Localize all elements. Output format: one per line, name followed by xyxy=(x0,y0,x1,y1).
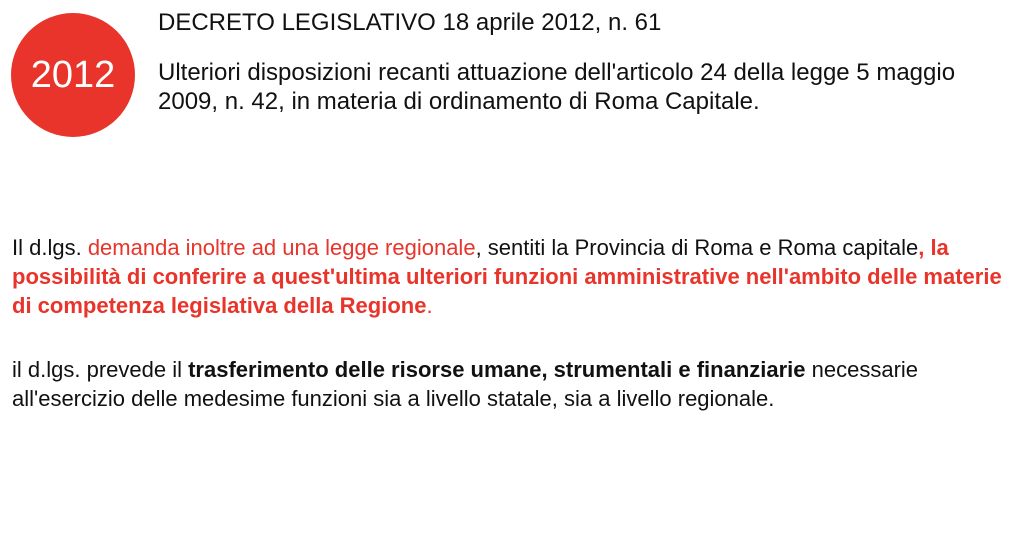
paragraph-resources xyxy=(12,355,1012,413)
paragraph2-bold-transfer: trasferimento delle risorse umane, strumentali e finanziarie xyxy=(188,357,806,382)
page-subtitle: Ulteriori disposizioni recanti attuazione dell'articolo 24 della legge 5 maggio 2009, n. 42, in materia di ordinamento di Roma Capitale. xyxy=(158,59,956,115)
year-badge xyxy=(11,13,135,137)
paragraph2-text-1: il d.lgs. prevede il xyxy=(12,357,189,382)
paragraph2-text-2: necessarie all'esercizio delle medesime funzioni sia a livello statale, sia a livello regionale. xyxy=(12,357,919,411)
year-badge-label: 2012 xyxy=(30,53,116,96)
paragraph1-highlight-regional-law: demanda inoltre ad una legge regionale xyxy=(87,235,476,260)
paragraph1-text-1: Il d.lgs. xyxy=(12,235,88,260)
paragraph1-period: . xyxy=(426,293,433,318)
paragraph1-text-2: , sentiti la Provincia di Roma e Roma capitale xyxy=(475,235,919,260)
page-title: DECRETO LEGISLATIVO 18 aprile 2012, n. 61 xyxy=(158,9,662,36)
paragraph-delegation xyxy=(12,233,1012,320)
paragraph1-highlight-functions: , la possibilità di conferire a quest'ultima ulteriori funzioni amministrative nell'ambito delle materie di competenza legislativa della Regione xyxy=(12,235,1002,318)
